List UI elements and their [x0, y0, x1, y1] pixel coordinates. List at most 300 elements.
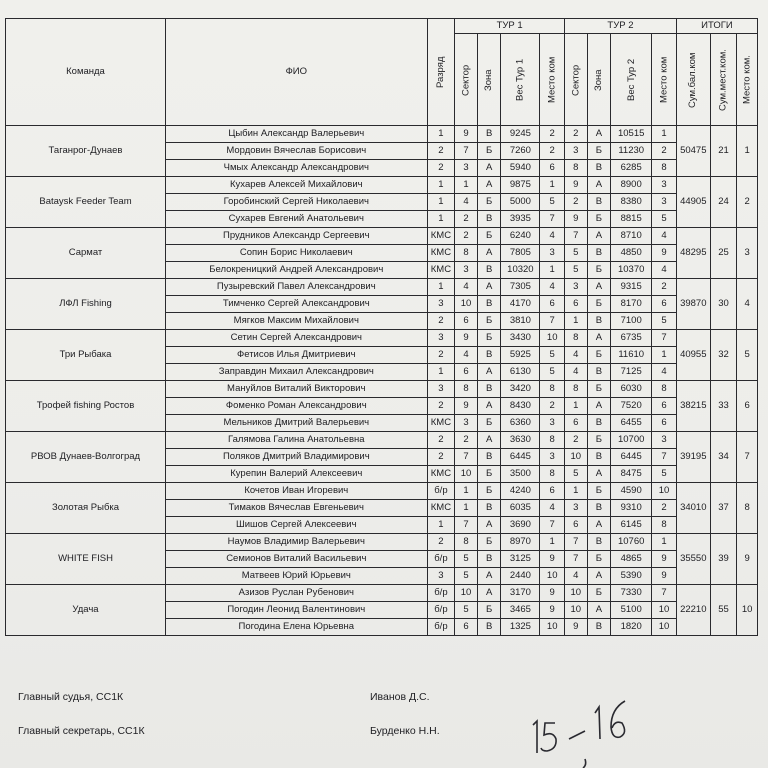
place1-cell: 6: [540, 160, 565, 177]
sector1-cell: 4: [455, 279, 478, 296]
sector2-cell: 2: [565, 194, 588, 211]
weight1-cell: 1325: [501, 619, 540, 636]
participant-name: Сопин Борис Николаевич: [166, 245, 428, 262]
zone2-cell: А: [587, 602, 611, 619]
weight1-cell: 3125: [501, 551, 540, 568]
weight2-cell: 4865: [611, 551, 652, 568]
zone1-cell: Б: [477, 415, 501, 432]
participant-name: Сетин Сергей Александрович: [166, 330, 428, 347]
rank-cell: б/р: [427, 602, 455, 619]
handwritten-date: [525, 693, 675, 768]
sector2-cell: 5: [565, 262, 588, 279]
rank-cell: 1: [427, 279, 455, 296]
participant-name: Наумов Владимир Валерьевич: [166, 534, 428, 551]
place1-cell: 2: [540, 126, 565, 143]
place2-cell: 2: [652, 143, 677, 160]
weight2-cell: 1820: [611, 619, 652, 636]
sector1-cell: 7: [455, 517, 478, 534]
weight1-cell: 9875: [501, 177, 540, 194]
sector2-cell: 4: [565, 347, 588, 364]
place2-cell: 6: [652, 415, 677, 432]
team-name: Удача: [6, 585, 166, 636]
zone2-cell: А: [587, 568, 611, 585]
zone1-cell: В: [477, 619, 501, 636]
sector1-cell: 6: [455, 619, 478, 636]
participant-name: Сухарев Евгений Анатольевич: [166, 211, 428, 228]
place2-cell: 10: [652, 619, 677, 636]
weight1-cell: 3810: [501, 313, 540, 330]
weight2-cell: 5100: [611, 602, 652, 619]
place1-cell: 1: [540, 534, 565, 551]
sector2-cell: 2: [565, 432, 588, 449]
zone1-cell: А: [477, 177, 501, 194]
zone2-cell: Б: [587, 143, 611, 160]
team-sum-points: 48295: [676, 228, 710, 279]
place2-cell: 4: [652, 262, 677, 279]
team-sum-points: 35550: [676, 534, 710, 585]
rank-cell: б/р: [427, 551, 455, 568]
weight2-cell: 10370: [611, 262, 652, 279]
sector2-cell: 7: [565, 551, 588, 568]
weight1-cell: 8430: [501, 398, 540, 415]
place1-cell: 1: [540, 262, 565, 279]
place1-cell: 4: [540, 500, 565, 517]
table-row: [6, 330, 758, 347]
team-place: 8: [737, 483, 758, 534]
sector2-cell: 9: [565, 619, 588, 636]
sector1-cell: 10: [455, 585, 478, 602]
participant-name: Шишов Сергей Алексеевич: [166, 517, 428, 534]
participant-name: Мельников Дмитрий Валерьевич: [166, 415, 428, 432]
zone2-cell: В: [587, 245, 611, 262]
sector1-cell: 2: [455, 211, 478, 228]
place1-cell: 9: [540, 551, 565, 568]
header-tour2: ТУР 2: [565, 19, 677, 34]
sector2-cell: 5: [565, 466, 588, 483]
rank-cell: 3: [427, 330, 455, 347]
weight2-cell: 4590: [611, 483, 652, 500]
place2-cell: 5: [652, 313, 677, 330]
place1-cell: 9: [540, 585, 565, 602]
place2-cell: 10: [652, 602, 677, 619]
participant-name: Пузыревский Павел Александрович: [166, 279, 428, 296]
zone2-cell: Б: [587, 432, 611, 449]
place2-cell: 9: [652, 551, 677, 568]
place1-cell: 3: [540, 415, 565, 432]
team-sum-points: 34010: [676, 483, 710, 534]
place2-cell: 8: [652, 381, 677, 398]
participant-name: Погодин Леонид Валентинович: [166, 602, 428, 619]
zone1-cell: Б: [477, 602, 501, 619]
place2-cell: 3: [652, 432, 677, 449]
zone1-cell: Б: [477, 330, 501, 347]
weight2-cell: 6455: [611, 415, 652, 432]
results-table: [5, 18, 758, 636]
team-place: 10: [737, 585, 758, 636]
sector2-cell: 9: [565, 211, 588, 228]
zone1-cell: В: [477, 262, 501, 279]
zone1-cell: Б: [477, 143, 501, 160]
sector1-cell: 7: [455, 143, 478, 160]
table-row: [6, 381, 758, 398]
team-name: Три Рыбака: [6, 330, 166, 381]
rank-cell: 2: [427, 432, 455, 449]
place1-cell: 3: [540, 449, 565, 466]
zone1-cell: В: [477, 381, 501, 398]
weight2-cell: 11610: [611, 347, 652, 364]
rank-cell: 1: [427, 126, 455, 143]
zone2-cell: А: [587, 177, 611, 194]
weight1-cell: 4170: [501, 296, 540, 313]
header-weight1: Вес Тур 1: [501, 34, 540, 126]
sector1-cell: 3: [455, 160, 478, 177]
sector2-cell: 3: [565, 500, 588, 517]
rank-cell: 1: [427, 194, 455, 211]
team-place: 2: [737, 177, 758, 228]
place2-cell: 5: [652, 211, 677, 228]
zone2-cell: Б: [587, 347, 611, 364]
place2-cell: 1: [652, 126, 677, 143]
zone2-cell: В: [587, 500, 611, 517]
place2-cell: 9: [652, 245, 677, 262]
participant-name: Мануйлов Виталий Викторович: [166, 381, 428, 398]
weight2-cell: 8900: [611, 177, 652, 194]
zone2-cell: В: [587, 415, 611, 432]
rank-cell: 2: [427, 313, 455, 330]
weight1-cell: 3465: [501, 602, 540, 619]
participant-name: Тимченко Сергей Александрович: [166, 296, 428, 313]
weight2-cell: 6030: [611, 381, 652, 398]
zone2-cell: В: [587, 619, 611, 636]
header-place2: Место ком: [652, 34, 677, 126]
zone1-cell: В: [477, 500, 501, 517]
rank-cell: б/р: [427, 585, 455, 602]
weight2-cell: 11230: [611, 143, 652, 160]
judge-label: Главный судья, СС1К: [18, 691, 124, 703]
weight2-cell: 10515: [611, 126, 652, 143]
weight1-cell: 3935: [501, 211, 540, 228]
sector1-cell: 5: [455, 602, 478, 619]
rank-cell: КМС: [427, 415, 455, 432]
participant-name: Фоменко Роман Александрович: [166, 398, 428, 415]
header-sector2: Сектор: [565, 34, 588, 126]
participant-name: Фетисов Илья Дмитриевич: [166, 347, 428, 364]
weight1-cell: 7805: [501, 245, 540, 262]
weight1-cell: 5925: [501, 347, 540, 364]
zone2-cell: В: [587, 160, 611, 177]
rank-cell: б/р: [427, 619, 455, 636]
place1-cell: 8: [540, 466, 565, 483]
participant-name: Кочетов Иван Игоревич: [166, 483, 428, 500]
sector1-cell: 1: [455, 483, 478, 500]
table-row: [6, 228, 758, 245]
weight2-cell: 7520: [611, 398, 652, 415]
team-name: РВОВ Дунаев-Волгоград: [6, 432, 166, 483]
sector1-cell: 9: [455, 398, 478, 415]
place2-cell: 10: [652, 483, 677, 500]
team-name: Трофей fishing Ростов: [6, 381, 166, 432]
place1-cell: 10: [540, 619, 565, 636]
weight1-cell: 8970: [501, 534, 540, 551]
weight1-cell: 3690: [501, 517, 540, 534]
place2-cell: 7: [652, 585, 677, 602]
judge-name: Иванов Д.С.: [370, 691, 430, 703]
table-row: [6, 585, 758, 602]
zone2-cell: Б: [587, 211, 611, 228]
rank-cell: КМС: [427, 262, 455, 279]
weight2-cell: 8170: [611, 296, 652, 313]
header-team-place: Место ком.: [737, 34, 758, 126]
team-name: Bataysk Feeder Team: [6, 177, 166, 228]
zone2-cell: В: [587, 534, 611, 551]
place1-cell: 6: [540, 483, 565, 500]
place2-cell: 4: [652, 364, 677, 381]
participant-name: Поляков Дмитрий Владимирович: [166, 449, 428, 466]
sector1-cell: 6: [455, 364, 478, 381]
table-row: [6, 534, 758, 551]
weight2-cell: 6145: [611, 517, 652, 534]
team-place: 3: [737, 228, 758, 279]
team-sum-points: 39870: [676, 279, 710, 330]
rank-cell: 1: [427, 211, 455, 228]
zone2-cell: Б: [587, 296, 611, 313]
place2-cell: 7: [652, 330, 677, 347]
zone1-cell: А: [477, 568, 501, 585]
sector1-cell: 2: [455, 432, 478, 449]
sector1-cell: 7: [455, 449, 478, 466]
team-sum-places: 24: [710, 177, 737, 228]
participant-name: Азизов Руслан Рубенович: [166, 585, 428, 602]
participant-name: Прудников Александр Сергеевич: [166, 228, 428, 245]
weight1-cell: 3430: [501, 330, 540, 347]
place1-cell: 6: [540, 296, 565, 313]
participant-name: Кухарев Алексей Михайлович: [166, 177, 428, 194]
sector2-cell: 7: [565, 534, 588, 551]
zone2-cell: В: [587, 449, 611, 466]
place1-cell: 9: [540, 602, 565, 619]
participant-name: Цыбин Александр Валерьевич: [166, 126, 428, 143]
sector2-cell: 10: [565, 585, 588, 602]
sector1-cell: 1: [455, 500, 478, 517]
header-tour1: ТУР 1: [455, 19, 565, 34]
team-sum-places: 37: [710, 483, 737, 534]
sector1-cell: 5: [455, 551, 478, 568]
team-name: Золотая Рыбка: [6, 483, 166, 534]
place2-cell: 2: [652, 500, 677, 517]
rank-cell: 2: [427, 449, 455, 466]
place1-cell: 10: [540, 330, 565, 347]
weight1-cell: 2440: [501, 568, 540, 585]
header-totals: ИТОГИ: [676, 19, 757, 34]
sector2-cell: 1: [565, 313, 588, 330]
team-sum-points: 22210: [676, 585, 710, 636]
zone1-cell: В: [477, 449, 501, 466]
sector2-cell: 10: [565, 449, 588, 466]
weight2-cell: 9315: [611, 279, 652, 296]
place2-cell: 8: [652, 517, 677, 534]
place1-cell: 7: [540, 211, 565, 228]
team-name: ЛФЛ Fishing: [6, 279, 166, 330]
place1-cell: 4: [540, 228, 565, 245]
sector1-cell: 2: [455, 228, 478, 245]
participant-name: Тимаков Вячеслав Евгеньевич: [166, 500, 428, 517]
team-place: 7: [737, 432, 758, 483]
weight1-cell: 3420: [501, 381, 540, 398]
zone1-cell: А: [477, 517, 501, 534]
zone1-cell: В: [477, 126, 501, 143]
sector1-cell: 3: [455, 415, 478, 432]
weight1-cell: 6445: [501, 449, 540, 466]
team-sum-places: 32: [710, 330, 737, 381]
weight2-cell: 8710: [611, 228, 652, 245]
weight1-cell: 9245: [501, 126, 540, 143]
sector1-cell: 10: [455, 296, 478, 313]
weight1-cell: 7260: [501, 143, 540, 160]
place1-cell: 7: [540, 517, 565, 534]
zone1-cell: А: [477, 245, 501, 262]
zone1-cell: А: [477, 398, 501, 415]
weight1-cell: 6240: [501, 228, 540, 245]
place2-cell: 2: [652, 279, 677, 296]
place1-cell: 5: [540, 364, 565, 381]
place1-cell: 5: [540, 194, 565, 211]
weight2-cell: 9310: [611, 500, 652, 517]
team-sum-points: 50475: [676, 126, 710, 177]
participant-name: Чмых Александр Александрович: [166, 160, 428, 177]
team-name: Сармат: [6, 228, 166, 279]
weight1-cell: 10320: [501, 262, 540, 279]
team-place: 5: [737, 330, 758, 381]
zone2-cell: А: [587, 330, 611, 347]
zone2-cell: А: [587, 126, 611, 143]
rank-cell: 1: [427, 517, 455, 534]
weight1-cell: 6360: [501, 415, 540, 432]
team-sum-places: 30: [710, 279, 737, 330]
table-row: [6, 126, 758, 143]
rank-cell: 3: [427, 381, 455, 398]
place2-cell: 3: [652, 177, 677, 194]
place1-cell: 8: [540, 432, 565, 449]
weight2-cell: 7125: [611, 364, 652, 381]
sector2-cell: 9: [565, 177, 588, 194]
sector1-cell: 4: [455, 194, 478, 211]
weight2-cell: 7100: [611, 313, 652, 330]
zone2-cell: Б: [587, 381, 611, 398]
weight2-cell: 4850: [611, 245, 652, 262]
weight2-cell: 10760: [611, 534, 652, 551]
participant-name: Мягков Максим Михайлович: [166, 313, 428, 330]
table-row: [6, 279, 758, 296]
zone2-cell: В: [587, 364, 611, 381]
sector2-cell: 6: [565, 415, 588, 432]
zone2-cell: В: [587, 313, 611, 330]
weight2-cell: 8815: [611, 211, 652, 228]
weight1-cell: 3500: [501, 466, 540, 483]
zone2-cell: Б: [587, 483, 611, 500]
team-sum-points: 44905: [676, 177, 710, 228]
zone2-cell: В: [587, 194, 611, 211]
zone1-cell: А: [477, 585, 501, 602]
rank-cell: 3: [427, 568, 455, 585]
zone2-cell: А: [587, 466, 611, 483]
rank-cell: КМС: [427, 228, 455, 245]
rank-cell: 2: [427, 534, 455, 551]
header-zone1: Зона: [477, 34, 501, 126]
team-sum-places: 34: [710, 432, 737, 483]
rank-cell: 2: [427, 143, 455, 160]
participant-name: Заправдин Михаил Александрович: [166, 364, 428, 381]
sector2-cell: 8: [565, 330, 588, 347]
place1-cell: 5: [540, 347, 565, 364]
header-team: Команда: [6, 19, 166, 126]
sector1-cell: 8: [455, 245, 478, 262]
sector2-cell: 5: [565, 245, 588, 262]
table-row: [6, 177, 758, 194]
zone1-cell: А: [477, 432, 501, 449]
team-sum-places: 33: [710, 381, 737, 432]
place1-cell: 7: [540, 313, 565, 330]
weight2-cell: 6445: [611, 449, 652, 466]
place2-cell: 4: [652, 228, 677, 245]
weight1-cell: 6035: [501, 500, 540, 517]
participant-name: Семионов Виталий Васильевич: [166, 551, 428, 568]
zone2-cell: Б: [587, 262, 611, 279]
place2-cell: 9: [652, 568, 677, 585]
team-name: WHITE FISH: [6, 534, 166, 585]
weight2-cell: 6735: [611, 330, 652, 347]
participant-name: Матвеев Юрий Юрьевич: [166, 568, 428, 585]
sector1-cell: 10: [455, 466, 478, 483]
rank-cell: 2: [427, 347, 455, 364]
team-place: 9: [737, 534, 758, 585]
sector2-cell: 8: [565, 160, 588, 177]
sector2-cell: 4: [565, 568, 588, 585]
sector2-cell: 8: [565, 381, 588, 398]
rank-cell: КМС: [427, 245, 455, 262]
team-place: 6: [737, 381, 758, 432]
header-sector1: Сектор: [455, 34, 478, 126]
weight2-cell: 7330: [611, 585, 652, 602]
zone1-cell: Б: [477, 483, 501, 500]
sector1-cell: 8: [455, 381, 478, 398]
sector2-cell: 1: [565, 483, 588, 500]
place1-cell: 2: [540, 398, 565, 415]
sector1-cell: 1: [455, 177, 478, 194]
rank-cell: 3: [427, 296, 455, 313]
team-sum-places: 55: [710, 585, 737, 636]
place2-cell: 5: [652, 466, 677, 483]
sector1-cell: 9: [455, 126, 478, 143]
zone1-cell: Б: [477, 534, 501, 551]
sector2-cell: 3: [565, 143, 588, 160]
zone2-cell: А: [587, 398, 611, 415]
weight1-cell: 6130: [501, 364, 540, 381]
secretary-label: Главный секретарь, СС1К: [18, 725, 145, 737]
zone1-cell: В: [477, 211, 501, 228]
place1-cell: 2: [540, 143, 565, 160]
place2-cell: 6: [652, 296, 677, 313]
zone1-cell: В: [477, 347, 501, 364]
team-sum-places: 21: [710, 126, 737, 177]
zone1-cell: А: [477, 364, 501, 381]
place2-cell: 1: [652, 534, 677, 551]
sector1-cell: 3: [455, 262, 478, 279]
rank-cell: 1: [427, 177, 455, 194]
participant-name: Мордовин Вячеслав Борисович: [166, 143, 428, 160]
team-place: 1: [737, 126, 758, 177]
header-sum-places: Сум.мест.ком.: [710, 34, 737, 126]
team-sum-points: 39195: [676, 432, 710, 483]
